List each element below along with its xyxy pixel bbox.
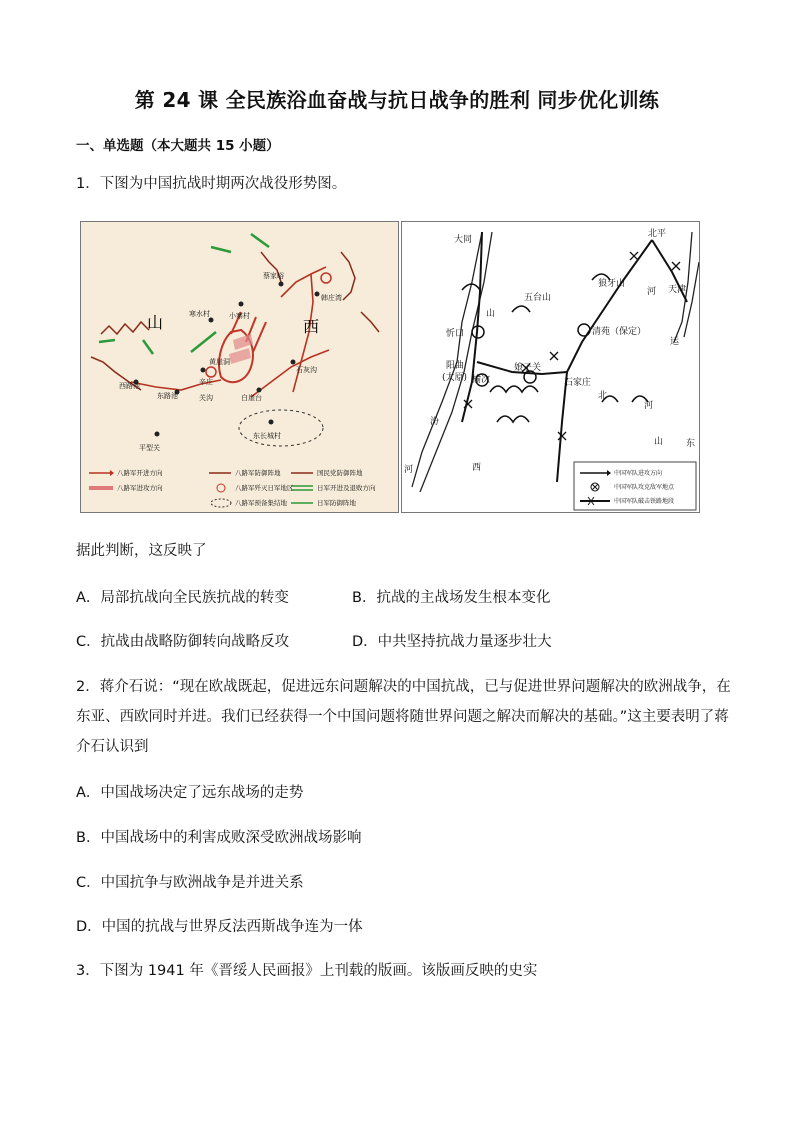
battle-map-right-svg <box>402 222 699 512</box>
place-label: 河 <box>404 465 414 475</box>
place-label: 东路池 <box>157 392 178 400</box>
place-label: 山 <box>654 437 664 447</box>
river <box>412 232 482 487</box>
place-label: 五台山 <box>524 293 552 303</box>
place-label: 黄崖洞 <box>209 358 230 366</box>
place-label: 榆次 <box>472 375 491 385</box>
place-label: 河 <box>647 287 657 297</box>
place-label: 白崖台 <box>241 394 262 402</box>
place-label: 河 <box>644 401 654 411</box>
section-heading: 一、单选题（本大题共 15 小题） <box>76 138 280 154</box>
legend-item: 中国军队破击铁路地段 <box>614 498 675 505</box>
q2-option-c[interactable]: C．中国抗争与欧洲战争是并进关系 <box>76 875 304 891</box>
japanese-advance-arrow <box>191 332 216 352</box>
battle-map-left-svg <box>81 222 398 512</box>
q2-option-a[interactable]: A．中国战场决定了远东战场的走势 <box>76 785 304 801</box>
mountain-ridge <box>361 312 379 332</box>
place-label: 石灰沟 <box>296 366 317 374</box>
q1-option-d[interactable]: D．中共坚持抗战力量逐步壮大 <box>352 634 552 650</box>
place-label: 天津 <box>668 285 687 295</box>
place-label: 山 <box>486 309 496 319</box>
annihilation-mark <box>321 273 331 283</box>
japanese-advance-arrow <box>251 234 269 247</box>
question-1-stem: 1．下图为中国抗战时期两次战役形势图。 <box>76 176 347 192</box>
railway <box>462 232 482 422</box>
battle-map-left <box>80 221 399 513</box>
captured-point <box>578 324 590 336</box>
legend-item: 日军防御阵地 <box>317 499 356 507</box>
place-label: 北平 <box>648 229 667 239</box>
q2-option-d[interactable]: D．中国的抗战与世界反法西斯战争连为一体 <box>76 919 363 935</box>
place-label: 汾 <box>430 417 440 427</box>
place-label: 西 <box>472 463 482 473</box>
mountain-ridge <box>341 252 355 300</box>
place-label: 关沟 <box>199 394 213 402</box>
q1-option-c[interactable]: C．抗战由战略防御转向战略反攻 <box>76 634 290 650</box>
mountain-ridge <box>101 322 149 334</box>
place-label: 大同 <box>454 235 473 245</box>
legend-item: 日军开进及退败方向 <box>317 484 376 492</box>
attack-shading <box>229 348 251 364</box>
japanese-advance-arrow <box>143 340 153 354</box>
attack-arrow <box>497 416 529 422</box>
place-label: 蔡家峪 <box>263 272 284 280</box>
place-label: 寒水村 <box>189 310 210 318</box>
legend-item: 中国军队攻克敌军地点 <box>614 484 675 491</box>
attack-arrow <box>490 386 538 392</box>
legend-item: 八路军防御阵地 <box>235 469 281 477</box>
place-label: 平型关 <box>139 444 160 452</box>
place-label: 西路池 <box>119 382 140 390</box>
place-label: 狼牙山 <box>598 279 626 289</box>
question-2-line-2: 东亚、西欧同时并进。我们已经获得一个中国问题将随世界问题之解决而解决的基础。”这主要表明了蒋 <box>76 709 729 725</box>
place-label: 北 <box>598 391 608 401</box>
region-label: 西 <box>303 317 320 336</box>
road-line <box>281 267 326 297</box>
page-title: 第 24 课 全民族浴血奋战与抗日战争的胜利 同步优化训练 <box>134 88 660 112</box>
place-label: 东长城村 <box>253 432 281 440</box>
place-label: 阳曲 <box>446 361 465 371</box>
place-label: 娘子关 <box>514 363 542 373</box>
attack-arrow <box>512 306 530 312</box>
legend-item: 八路军预备集结地 <box>235 499 287 507</box>
legend-item: 中国军队进攻方向 <box>614 470 663 477</box>
question-2-line-1: 2．蒋介石说：“现在欧战既起，促进远东问题解决的中国抗战，已与促进世界问题解决的欧洲战争，在 <box>76 679 731 695</box>
region-label: 山 <box>147 313 164 332</box>
place-label: 忻口 <box>446 329 465 339</box>
place-label: (太原) <box>442 373 468 383</box>
place-label: 清苑（保定） <box>592 327 647 337</box>
legend-item: 八路军进攻方向 <box>117 484 163 492</box>
place-label: 运 <box>670 337 680 347</box>
railway <box>557 240 652 482</box>
question-1-prompt: 据此判断，这反映了 <box>76 543 207 559</box>
q2-option-b[interactable]: B．中国战场中的利害成败深受欧洲战场影响 <box>76 830 362 846</box>
japanese-advance-arrow <box>99 340 115 342</box>
place-label: 石家庄 <box>564 378 592 388</box>
road-line <box>251 350 329 397</box>
q1-option-b[interactable]: B．抗战的主战场发生根本变化 <box>352 590 551 606</box>
place-label: 辛庄 <box>199 378 213 386</box>
battle-map-right <box>401 221 700 513</box>
attack-shading <box>233 334 253 350</box>
place-label: 韩庄湾 <box>321 294 342 302</box>
legend-item: 八路军歼灭日军地区 <box>235 484 294 492</box>
question-3-stem: 3．下图为 1941 年《晋绥人民画报》上刊载的版画。该版画反映的史实 <box>76 963 538 979</box>
annihilation-mark <box>206 367 216 377</box>
japanese-advance-arrow <box>211 247 231 252</box>
legend-item: 八路军开进方向 <box>117 469 163 477</box>
place-label: 小寨村 <box>229 312 250 320</box>
q1-option-a[interactable]: A．局部抗战向全民族抗战的转变 <box>76 590 289 606</box>
reserve-area <box>239 410 323 446</box>
place-label: 东 <box>686 439 696 449</box>
question-2-line-3: 介石认识到 <box>76 739 149 755</box>
legend-item: 国民党防御阵地 <box>317 469 363 477</box>
